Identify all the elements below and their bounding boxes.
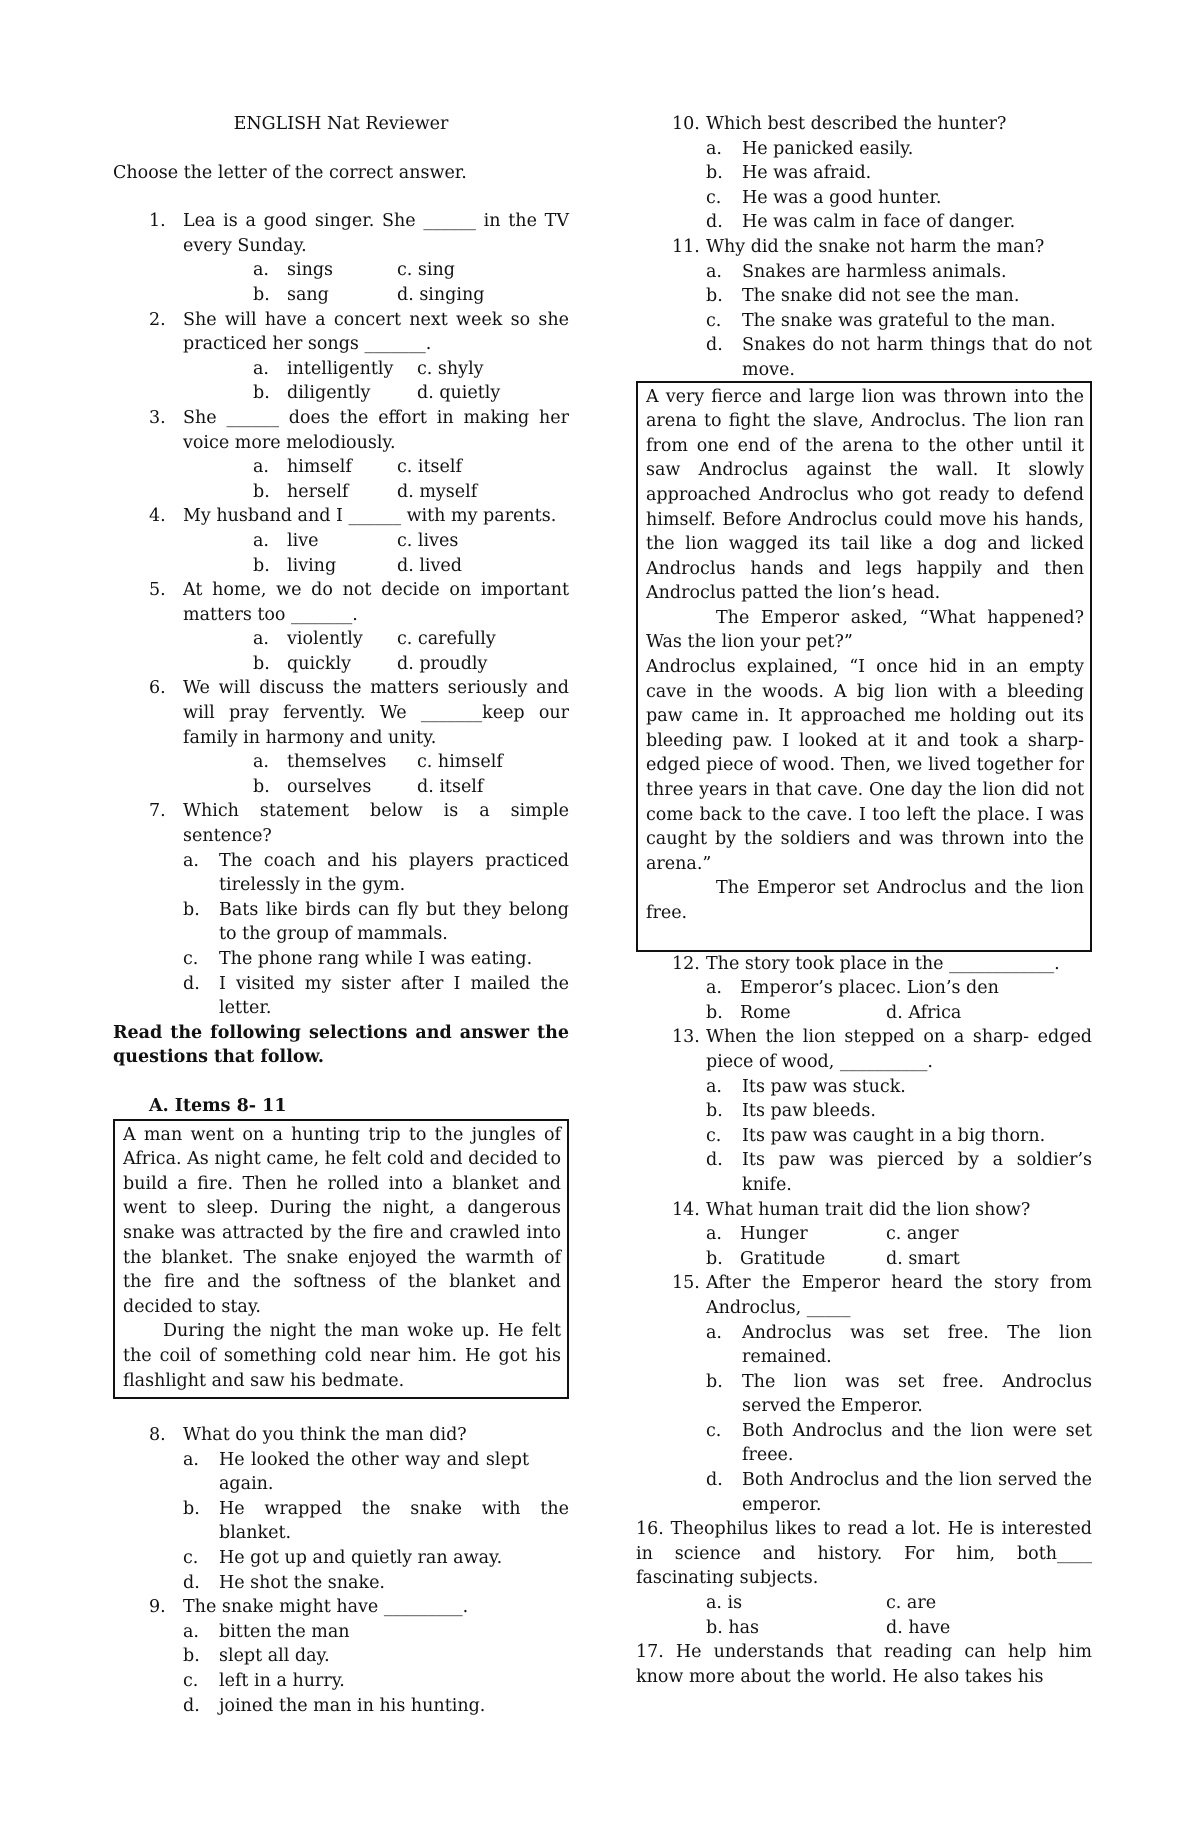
option-c: c. Lion’s den [886,978,999,999]
option-b: b. Gratitude [706,1248,826,1269]
question-text: After the Emperor heard the story from Androclus, _____ [706,1273,1092,1318]
question-text: The story took place in the ____________. [706,953,1060,974]
question-number: 3. [149,407,166,428]
option-b: b. sang [253,284,329,305]
question-11-options [636,260,1092,383]
option-b: b. has [706,1617,760,1638]
question-number: 6. [149,678,166,699]
question-10 [636,112,1092,137]
question-9 [113,1595,569,1620]
option-a: a. sings [253,260,334,281]
question-16: 16. Theophilus likes to read a lot. He is interested in science and history. For him, both____ fascinating subjects. [636,1519,1092,1589]
option-c: c. sing [397,260,455,281]
option-c: c. The phone rang while I was eating. [183,949,533,969]
passage-hunting [113,1119,569,1400]
option-d: d. itself [417,776,484,797]
option-d: d. proudly [397,653,488,674]
option-d: d. He was calm in face of danger. [706,212,1016,233]
question-number: 11. [672,236,700,257]
question-8 [113,1423,569,1448]
option-c: c. left in a hurry. [183,1671,345,1692]
option-a: a. He looked the other way and slept again. [183,1449,529,1495]
option-b: b. quickly [253,653,351,674]
option-b: b. He was afraid. [706,163,872,184]
question-17: 17. He understands that reading can help him know more about the world. He also takes his [636,1642,1092,1687]
instruction-text: Choose the letter of the correct answer. [113,162,467,183]
question-13 [636,1025,1092,1074]
option-a: a. Hunger [706,1224,808,1245]
question-7 [113,799,569,848]
question-13-options [636,1075,1092,1198]
question-10-options [636,137,1092,235]
question-4 [113,504,569,529]
option-c: c. anger [886,1224,959,1245]
option-b: b. The snake did not see the man. [706,286,1020,307]
question-number: 5. [149,580,166,601]
option-b: b. Its paw bleeds. [706,1101,876,1122]
question-number: 9. [149,1597,166,1618]
question-text: She will have a concert next week so she practiced her songs _______. [183,309,569,355]
option-a: a. Androclus was set free. The lion remained. [706,1322,1092,1368]
passage-paragraph: A very fierce and large lion was thrown into the arena to fight the slave, Androclus. The lion ran from one end of the arena to the other until it saw Androclus against the wall. It slowly approached Androclus who got ready to defend himself. Before Androclus could move his hands, the lion wagged its tail like a dog and licked Androclus hands and legs happily and then Androclus patted the lion’s head. [646,386,1084,604]
option-a: a. himself [253,457,352,478]
option-b: b. herself [253,481,349,502]
question-8-options [113,1448,569,1596]
option-d: d. Africa [886,1002,962,1023]
option-d: d. Both Androclus and the lion served the emperor. [706,1470,1092,1515]
option-b: b. Bats like birds can fly but they belong to the group of mammals. [183,899,569,945]
question-text: Why did the snake not harm the man? [706,236,1045,257]
question-text: My husband and I ______ with my parents. [183,506,557,527]
question-text: What do you think the man did? [183,1425,467,1446]
question-1 [113,209,569,258]
passage-paragraph: A man went on a hunting trip to the jungles of Africa. As night came, he felt cold and decided to build a fire. Then he rolled into a blanket and went to sleep. During the night, a dangerous snake was attracted by the fire and crawled into the blanket. The snake enjoyed the warmth of the fire and the softness of the blanket and decided to stay. [123,1124,561,1317]
option-b: b. slept all day. [183,1646,330,1667]
page-title: ENGLISH Nat Reviewer [233,114,449,134]
question-number: 1. [149,211,166,232]
question-number: 4. [149,506,166,527]
question-text: Lea is a good singer. She ______ in the TV every Sunday. [183,211,569,256]
option-d: d. have [886,1617,951,1638]
option-d: d. He shot the snake. [183,1572,385,1593]
question-text: Which best described the hunter? [706,114,1007,134]
question-12 [636,952,1092,977]
question-text: She ______ does the effort in making her voice more melodiously. [183,407,569,453]
question-number: 13. [672,1027,700,1048]
passage-paragraph: Androclus explained, “I once hid in an empty cave in the woods. A big lion with a bleeding paw came in. It approached me holding out its bleeding paw. I looked at it and took a sharp-edged piece of wood. Then, we lived together for three years in that cave. One day the lion did not come back to the cave. I too left the place. I was caught by the soldiers and was thrown into the arena.” [646,657,1084,874]
question-text: When the lion stepped on a sharp- edged piece of wood, __________. [706,1027,1092,1072]
option-c: c. himself [417,752,503,773]
question-16-options [636,1591,1092,1640]
option-a: a. live [253,530,319,551]
option-a: a. is [706,1593,743,1614]
question-number: 12. [672,953,700,974]
question-9-options [113,1620,569,1718]
option-b: b. Rome [706,1002,791,1023]
question-2-options [113,357,569,406]
question-15-options [636,1321,1092,1518]
question-11 [636,235,1092,260]
option-b: b. diligently [253,383,371,404]
option-c: c. carefully [397,629,496,650]
question-number: 15. [672,1273,700,1294]
question-number: 7. [149,801,166,822]
question-5 [113,578,569,627]
option-a: a. Snakes are harmless animals. [706,261,1007,282]
question-2 [113,308,569,357]
option-c: c. He was a good hunter. [706,187,942,208]
option-d: d. I visited my sister after I mailed the letter. [183,973,569,1019]
question-5-options [113,627,569,676]
question-14-options [636,1222,1092,1271]
option-c: c. lives [397,530,459,551]
option-c: c. Both Androclus and the lion were set freee. [706,1420,1092,1466]
option-c: c. Its paw was caught in a big thorn. [706,1125,1046,1146]
question-text: Which statement below is a simple sentence? [183,801,569,847]
question-14 [636,1198,1092,1223]
option-d: d. smart [886,1248,960,1269]
section-heading: A. Items 8- 11 [149,1095,287,1116]
option-c: c. The snake was grateful to the man. [706,310,1056,331]
option-a: a. He panicked easily. [706,138,914,159]
option-a: a. intelligently [253,358,394,379]
option-a: a. Emperor’s place [706,978,886,999]
question-text: At home, we do not decide on important matters too _______. [183,580,569,625]
reading-instruction: Read the following selections and answer the questions that follow. [113,1022,569,1068]
option-c: c. shyly [417,358,484,379]
option-b: b. living [253,555,337,576]
option-a: a. Its paw was stuck. [706,1076,906,1097]
option-d: d. quietly [417,383,501,404]
option-a: a. bitten the man [183,1621,350,1642]
passage-paragraph: During the night the man woke up. He felt the coil of something cold near him. He got his flashlight and saw his bedmate. [123,1321,561,1391]
question-number: 8. [149,1425,166,1446]
option-d: d. joined the man in his hunting. [183,1695,486,1716]
question-number: 14. [672,1199,700,1220]
question-12-options [636,976,1092,1025]
passage-paragraph: The Emperor asked, “What happened? Was the lion your pet?” [646,607,1084,653]
passage-paragraph: The Emperor set Androclus and the lion free. [646,878,1084,923]
option-d: d. singing [397,284,485,305]
question-3-options [113,455,569,504]
question-4-options [113,529,569,578]
option-c: c. are [886,1593,937,1614]
question-6-options [113,750,569,799]
option-d: d. Snakes do not harm things that do not move. [706,335,1092,380]
option-a: a. violently [253,629,363,650]
question-number: 2. [149,309,166,330]
option-a: a. themselves [253,752,387,773]
option-b: b. The lion was set free. Androclus served the Emperor. [706,1371,1092,1417]
question-7-options [113,849,569,1021]
option-a: a. The coach and his players practiced tirelessly in the gym. [183,850,569,896]
option-b: b. He wrapped the snake with the blanket. [183,1498,569,1544]
question-text: What human trait did the lion show? [706,1199,1031,1220]
option-b: b. ourselves [253,776,372,797]
question-number: 10. [672,114,700,134]
question-1-options [113,258,569,307]
option-c: c. He got up and quietly ran away. [183,1548,503,1569]
option-d: d. lived [397,555,462,576]
question-6 [113,676,569,750]
option-d: d. Its paw was pierced by a soldier’s knife. [706,1150,1092,1195]
right-column [636,112,1092,1689]
question-text: We will discuss the matters seriously and will pray fervently. We _______keep our family in harmony and unity. [183,678,569,748]
question-3 [113,406,569,455]
question-text: The snake might have _________. [183,1597,469,1618]
option-d: d. myself [397,481,478,502]
passage-androclus [636,381,1092,952]
option-c: c. itself [397,457,462,478]
question-15 [636,1271,1092,1320]
left-column [113,112,569,1718]
